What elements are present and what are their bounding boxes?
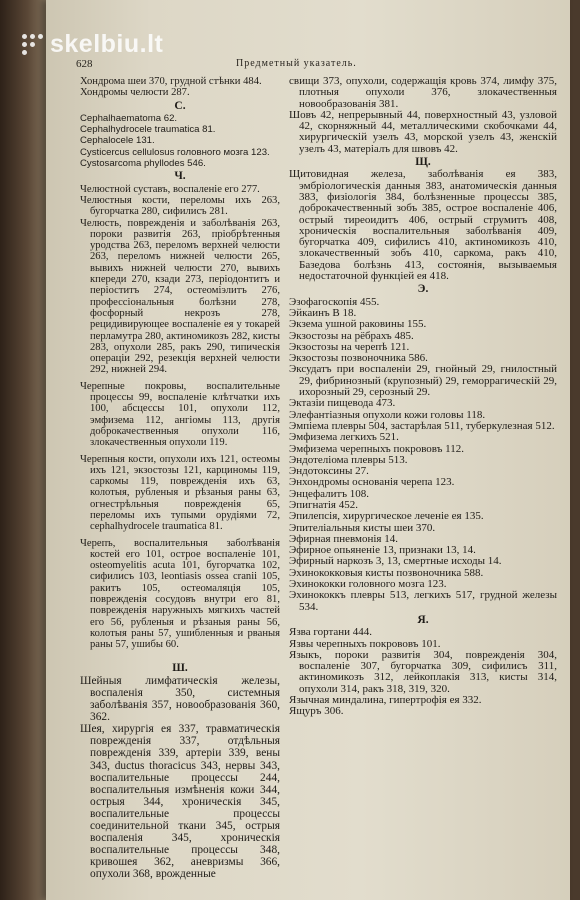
index-entry: Челюсть, поврежденія и заболѣванія 263, пороки развитія 263, пріобрѣтенныя уродства 263, переломъ верхней челюсти 263, переломъ нижней челюсти 265, вывихъ нижней челюсти 270, вывихъ кпереди 270, кзади 273, періодонтитъ и періоститъ 274, остеоміэлитъ 276, профессіональныя болѣзни 278, фосфорный некрозъ 278, рецидивирующее воспаленіе ея у токарей перламутра 280, актиномикозъ 282, кисты 283, опухоли 285, ракъ 290, типическія операціи 292, резекція верхней челюсти 292, нижней 294.: [80, 217, 280, 376]
index-entry: Эпилепсія, хирургическое леченіе ея 135.: [289, 510, 484, 523]
index-entry: Шея, хирургія ея 337, травматическія поврежденія 337, отдѣльныя поврежденія 339, артеріи 339, вены 343, ductus thoracicus 343, нервы 343, воспалительные процессы 244, воспалительныя измѣненія кожи 344, острыя 344, хроническія 345, воспалительные процессы соединительной ткани 345, острыя воспаленія 345, хроническія воспалительные процессы 348, кривошея 362, аневризмы 366, опухоли 368, врожденные: [80, 723, 280, 881]
index-entry: Эхинококковыя кисты позвоночника 588.: [289, 566, 484, 579]
index-entry: Эхинококки головного мозга 123.: [289, 578, 447, 591]
page-number: 628: [76, 58, 93, 70]
left-column: [80, 76, 280, 880]
watermark-logo: [22, 30, 163, 59]
index-entry: Хондромы челюсти 287.: [80, 87, 190, 99]
index-entry: Cephalocele 131.: [80, 135, 155, 147]
index-entry: Эпигнатія 452.: [289, 498, 358, 511]
index-entry: Хондрома шеи 370, грудной стѣнки 484.: [80, 76, 262, 87]
section-letter: Э.: [417, 283, 429, 296]
index-entry: Энхондромы основанія черепа 123.: [289, 476, 455, 489]
section-letter: С.: [174, 99, 186, 112]
index-entry: Язвы черепныхъ покрововъ 101.: [289, 637, 441, 650]
index-entry: Экзостозы на рёбрахъ 485.: [289, 329, 414, 342]
index-entry: Язычная миндалина, гипертрофія ея 332.: [289, 694, 482, 707]
index-entry: Экзостозы на черепѣ 121.: [289, 340, 410, 353]
index-entry: свищи 373, опухоли, содержащія кровь 374, лимфу 375, плотныя опухоли 376, злокачественныя новообразованія 381.: [289, 76, 557, 110]
section-letter: Щ.: [415, 156, 431, 169]
index-entry: Эпителіальныя кисты шеи 370.: [289, 521, 436, 534]
index-entry: Эфирная пневмонія 14.: [289, 532, 398, 545]
index-entry: Язва гортани 444.: [289, 626, 373, 639]
section-letter: Ш.: [172, 661, 188, 674]
watermark-text: skelbiu.lt: [50, 30, 164, 58]
index-entry: Шовъ 42, непрерывный 44, поверхностный 43, узловой 42, скорняжный 44, металлическими скобочками 44, хирургическій узелъ 43, морской узелъ 43, женскій узелъ 43, матеріалъ для швовъ 42.: [289, 108, 557, 155]
index-entry: Эндотоксины 27.: [289, 465, 369, 478]
dots-icon: [22, 34, 44, 56]
section-letter: Я.: [417, 613, 429, 626]
index-entry: Энцефалитъ 108.: [289, 487, 370, 500]
index-entry: Cystosarcoma phyllodes 546.: [80, 158, 206, 170]
index-entry: Эктазіи пищевода 473.: [289, 397, 396, 410]
book-spine: [0, 0, 50, 900]
index-entry: Челюстной суставъ, воспаленіе его 277.: [80, 183, 260, 195]
section-letter: Ч.: [174, 170, 186, 183]
right-column: [289, 76, 557, 718]
index-entry: Cephalhydrocele traumatica 81.: [80, 124, 216, 136]
index-entry: Эмпіема плевры 504, застарѣлая 511, туберкулезная 512.: [289, 419, 555, 432]
index-entry: Эмфизема черепныхъ покрововъ 112.: [289, 442, 465, 455]
running-title: Предметный указатель.: [236, 58, 357, 69]
index-entry: Элефантіазныя опухоли кожи головы 118.: [289, 408, 486, 421]
index-entry: Экзема ушной раковины 155.: [289, 318, 427, 331]
index-entry: Шейныя лимфатическія железы, воспаленія 350, системныя заболѣванія 357, новообразованія 360, 362.: [80, 674, 280, 724]
index-entry: Эзофагоскопія 455.: [289, 295, 380, 308]
index-entry: Черепъ, воспалительныя заболѣванія костей его 101, острое воспаленіе 101, osteomyelitis acuta 101, бугорчатка 102, сифилисъ 103, leontiasis ossea cranii 105, ракитъ 105, остеомаляція 105, поврежденія сосудовъ внутри его 81, поврежденія наружныхъ мягкихъ частей его 56, рубленыя и рѣзаныя раны 56, колотыя раны 57, ушибленныя и рваныя раны 57, ушибы 60.: [80, 537, 280, 651]
index-entry: Черепные покровы, воспалительные процессы 99, воспаленіе клѣтчатки ихъ 100, абсцессы 101, опухоли 112, эмфизема 112, ангіомы 113, другія доброкачественныя опухоли 116, злокачественныя опухоли 119.: [80, 380, 280, 449]
index-entry: Экзостозы позвоночника 586.: [289, 352, 428, 365]
index-entry: Эйкаинъ В 18.: [289, 306, 357, 319]
index-entry: Эндотеліома плевры 513.: [289, 453, 408, 466]
index-entry: Ящуръ 306.: [289, 705, 344, 718]
index-entry: Cysticercus cellulosus головного мозга 123.: [80, 146, 270, 158]
index-entry: Эмфизема легкихъ 521.: [289, 431, 399, 444]
index-entry: Cephalhaematoma 62.: [80, 112, 178, 124]
index-entry: Эксудатъ при воспаленіи 29, гнойный 29, гнилостный 29, фибринозный (крупозный) 29, геморрагическій 29, ихорозный 29, серозный 29.: [289, 363, 557, 399]
index-entry: Черепныя кости, опухоли ихъ 121, остеомы ихъ 121, экзостозы 121, карциномы 119, саркомы 119, поврежденія ихъ 63, колотыя, рубленыя и рѣзаныя раны 63, огнестрѣльныя поврежденія 65, переломы ихъ тупыми орудіями 72, cephalhydrocele traumatica 81.: [80, 453, 280, 533]
index-entry: Эфирный наркозъ 3, 13, смертные исходы 14.: [289, 555, 502, 568]
index-entry: Челюстныя кости, переломы ихъ 263, бугорчатка 280, сифилисъ 281.: [80, 194, 280, 218]
index-entry: Эфирное опьяненіе 13, признаки 13, 14.: [289, 544, 476, 557]
index-entry: Щитовидная железа, заболѣванія ея 383, эмбріологическія данныя 383, анатомическія данныя 383, физіологія 384, болѣзненные процессы 385, доброкачественный зобъ 385, острое воспаленіе 406, острый тиреоидитъ 406, острый струмитъ 408, хроническія воспалительныя заболѣванія 409, бугорчатка 409, сифилисъ 410, актиномикозъ 410, злокачественный зобъ 410, саркома, ракъ 410, Базедова болѣзнь 413, состоянія, вызываемыя недостаточной функціей ея 418.: [289, 168, 557, 283]
index-entry: Языкъ, пороки развитія 304, поврежденія 304, воспаленіе 307, бугорчатка 309, сифилисъ 311, актиномикозъ 312, лейкоплакія 313, кисты 314, опухоли 314, ракъ 318, 319, 320.: [289, 648, 557, 695]
index-entry: Эхинококкъ плевры 513, легкихъ 517, грудной железы 534.: [289, 589, 557, 613]
